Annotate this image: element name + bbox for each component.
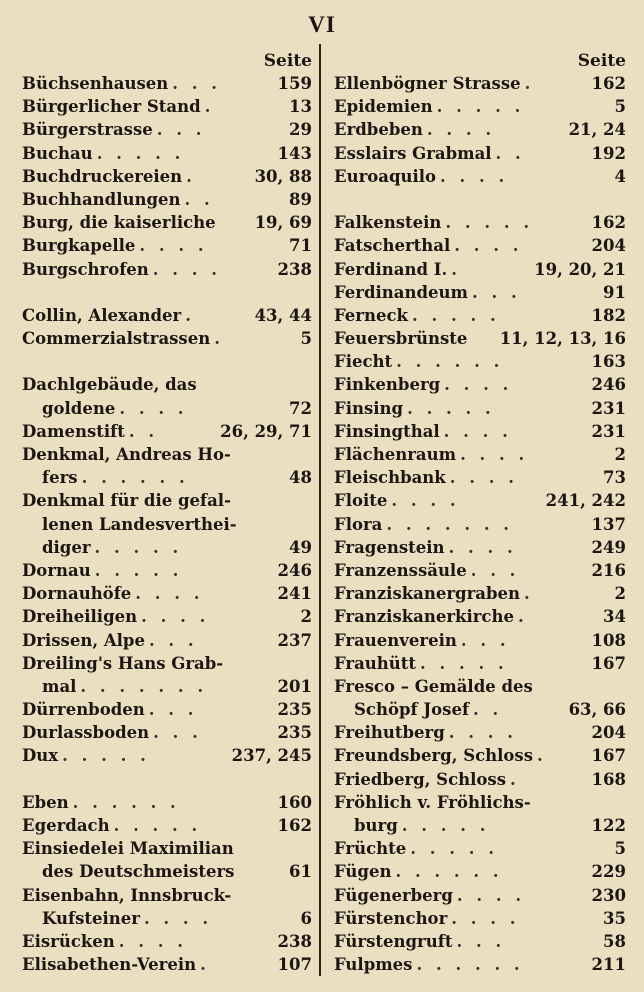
entry-term: Dreiheiligen xyxy=(22,607,138,627)
entry-leader-dots: . xyxy=(510,769,520,789)
index-entry xyxy=(334,258,626,281)
index-entry xyxy=(334,211,626,234)
entry-term: diger xyxy=(42,537,91,557)
entry-term: Floite xyxy=(334,491,388,511)
index-entry-continuation xyxy=(22,860,312,883)
index-entry xyxy=(22,582,312,605)
entry-leader-dots: . . . . xyxy=(449,468,518,488)
index-entry xyxy=(22,884,312,907)
entry-term: Dux xyxy=(22,746,59,766)
entry-page-number: 237 xyxy=(277,630,312,650)
index-entry xyxy=(334,513,626,536)
entry-term: Franziskanerkirche xyxy=(334,607,514,627)
entry-page-number: 241 xyxy=(277,584,312,604)
index-entry xyxy=(334,118,626,141)
entry-term: Denkmal für die gefal- xyxy=(22,491,231,511)
entry-leader-dots: . . . . . xyxy=(113,816,202,835)
index-entry xyxy=(22,930,312,953)
index-entry-continuation xyxy=(334,698,626,721)
index-entry xyxy=(334,884,626,907)
entry-term: goldene xyxy=(42,398,116,418)
entry-term: Fatscherthal xyxy=(334,236,451,256)
entry-term: Finsingthal xyxy=(334,421,440,441)
index-entry xyxy=(22,142,312,165)
entry-term: Euroaquilo xyxy=(334,166,437,186)
entry-term: mal xyxy=(42,676,77,696)
entry-term: Fiecht xyxy=(334,352,393,372)
entry-term: Bürgerstrasse xyxy=(22,120,153,140)
entry-term: Feuersbrünste xyxy=(334,329,468,349)
entry-page-number: 29 xyxy=(289,120,312,140)
entry-term: Epidemien xyxy=(334,97,433,117)
index-entry xyxy=(334,373,626,396)
index-entry xyxy=(22,95,312,118)
index-entries xyxy=(334,72,626,976)
entry-page-number: 246 xyxy=(591,375,626,395)
entry-term: Esslairs Grabmal xyxy=(334,143,492,163)
entry-term: Fulpmes xyxy=(334,955,413,975)
index-entry xyxy=(22,118,312,141)
entry-page-number: 249 xyxy=(591,537,626,557)
entry-term: Eisrücken xyxy=(22,931,115,951)
entry-page-number: 143 xyxy=(277,143,312,163)
entry-page-number: 107 xyxy=(277,955,312,975)
index-entry-continuation xyxy=(22,466,312,489)
entry-page-number: 235 xyxy=(277,700,312,720)
entry-leader-dots: . . . . . xyxy=(62,746,150,766)
page-number: VI xyxy=(308,12,336,37)
entry-leader-dots: . . . . . . xyxy=(396,352,504,372)
entry-term: Frauhütt xyxy=(334,653,417,673)
entry-term: Commerzialstrassen xyxy=(22,329,211,349)
index-entry xyxy=(334,721,626,744)
entry-term: Buchdruckereien xyxy=(22,166,183,186)
section-gap xyxy=(22,350,312,373)
entry-page-number: 5 xyxy=(614,97,626,117)
entry-term: Frauenverein xyxy=(334,630,457,650)
entry-term: Damenstift xyxy=(22,421,125,441)
index-entry xyxy=(22,188,312,211)
entry-leader-dots: . . xyxy=(473,700,503,720)
entry-leader-dots: . . . . xyxy=(152,259,222,279)
entry-page-number: 229 xyxy=(591,862,626,882)
entry-term: Ferdinandeum xyxy=(334,282,468,302)
entry-term: Früchte xyxy=(334,839,407,859)
entry-page-number: 4 xyxy=(614,166,626,186)
index-entry xyxy=(334,837,626,860)
entry-page-number: 26, 29, 71 xyxy=(220,421,312,441)
entry-leader-dots: . . xyxy=(128,421,159,441)
entry-page-number: 159 xyxy=(277,74,312,93)
entry-page-number: 238 xyxy=(277,259,312,279)
index-entry-continuation xyxy=(22,675,312,698)
entry-leader-dots: . . . . xyxy=(448,537,517,557)
index-entry xyxy=(22,698,312,721)
index-column-right xyxy=(334,50,626,976)
index-entry xyxy=(334,165,626,188)
entry-page-number: 231 xyxy=(591,398,626,418)
index-entry xyxy=(334,350,626,373)
index-entry xyxy=(22,605,312,628)
entry-term: Ellenbögner Strasse xyxy=(334,74,521,93)
index-entry xyxy=(334,930,626,953)
index-entry xyxy=(334,466,626,489)
entry-page-number: 5 xyxy=(300,329,312,349)
entry-term: Flora xyxy=(334,514,383,534)
column-divider xyxy=(319,44,321,976)
index-entry xyxy=(22,489,312,512)
entry-page-number: 35 xyxy=(603,908,626,928)
entry-leader-dots: . . . . xyxy=(460,445,529,464)
entry-page-number: 43, 44 xyxy=(254,305,312,325)
entry-term: Dachlgebäude, das xyxy=(22,375,197,395)
entry-leader-dots: . . . . xyxy=(443,421,512,441)
entry-page-number: 122 xyxy=(591,816,626,835)
entry-term: Burgschrofen xyxy=(22,259,149,279)
entry-page-number: 73 xyxy=(603,468,626,488)
entry-page-number: 160 xyxy=(277,792,312,812)
entry-page-number: 192 xyxy=(591,143,626,163)
entry-page-number: 167 xyxy=(591,653,626,673)
entry-term: Finkenberg xyxy=(334,375,441,395)
index-entry-continuation xyxy=(22,397,312,420)
entry-page-number: 2 xyxy=(300,607,312,627)
entry-leader-dots: . . . . xyxy=(454,236,523,256)
index-entry xyxy=(22,721,312,744)
index-entry xyxy=(334,582,626,605)
entry-page-number: 201 xyxy=(277,676,312,696)
index-entry xyxy=(22,837,312,860)
index-entry xyxy=(334,791,626,814)
entry-leader-dots: . . . . xyxy=(118,931,188,951)
entry-leader-dots: . . xyxy=(495,143,525,163)
entry-leader-dots: . . . . xyxy=(139,236,208,256)
entry-page-number: 2 xyxy=(614,445,626,464)
entry-page-number: 204 xyxy=(591,236,626,256)
index-entry xyxy=(22,443,312,466)
entry-leader-dots: . . . xyxy=(148,630,198,650)
entry-leader-dots: . . . . xyxy=(391,491,460,511)
entry-leader-dots: . . . xyxy=(456,931,506,951)
section-gap xyxy=(22,768,312,791)
entry-term: Durlassboden xyxy=(22,723,150,743)
entry-leader-dots: . . . . . xyxy=(401,816,490,835)
index-entry xyxy=(334,72,626,95)
index-entry xyxy=(22,258,312,281)
entry-page-number: 30, 88 xyxy=(254,166,312,186)
entry-term: Fröhlich v. Fröhlichs- xyxy=(334,792,531,812)
index-entry xyxy=(334,142,626,165)
entry-page-number: 19, 20, 21 xyxy=(534,259,626,279)
entry-page-number: 163 xyxy=(591,352,626,372)
index-entry xyxy=(334,234,626,257)
index-entry xyxy=(334,489,626,512)
entry-page-number: 231 xyxy=(591,421,626,441)
entry-leader-dots: . . . . . xyxy=(411,305,500,325)
index-entry xyxy=(334,95,626,118)
index-entry xyxy=(334,953,626,976)
index-entry xyxy=(22,744,312,767)
entry-leader-dots: . xyxy=(451,259,461,279)
entry-page-number: 71 xyxy=(289,236,312,256)
index-entry xyxy=(334,629,626,652)
entry-page-number: 108 xyxy=(591,630,626,650)
entry-term: Eisenbahn, Innsbruck- xyxy=(22,885,232,905)
index-entry xyxy=(334,605,626,628)
entry-leader-dots: . . . . xyxy=(119,398,188,418)
entry-term: Buchhandlungen xyxy=(22,189,181,209)
entry-page-number: 211 xyxy=(591,955,626,975)
index-entry xyxy=(334,281,626,304)
entry-page-number: 34 xyxy=(603,607,626,627)
entry-page-number: 63, 66 xyxy=(568,700,626,720)
entry-leader-dots: . . . . . . . xyxy=(386,514,514,534)
entry-page-number: 58 xyxy=(603,931,626,951)
entry-page-number: 13 xyxy=(289,97,312,117)
index-entry-continuation xyxy=(334,814,626,837)
entry-page-number: 48 xyxy=(289,468,312,488)
entry-page-number: 238 xyxy=(277,931,312,951)
entry-leader-dots: . . . xyxy=(470,560,520,580)
entry-term: Fürstenchor xyxy=(334,908,448,928)
entry-leader-dots: . . . . . . xyxy=(81,468,189,488)
index-entry xyxy=(334,397,626,420)
entry-leader-dots: . . . xyxy=(460,630,510,650)
index-entry xyxy=(22,791,312,814)
index-entry-continuation xyxy=(22,907,312,930)
index-entry-continuation xyxy=(22,513,312,536)
entry-term: Finsing xyxy=(334,398,404,418)
entry-term: Kufsteiner xyxy=(42,908,140,928)
entry-page-number: 246 xyxy=(277,560,312,580)
section-gap xyxy=(22,281,312,304)
entry-page-number: 235 xyxy=(277,723,312,743)
entry-leader-dots: . . . xyxy=(148,700,198,720)
entry-leader-dots: . . . . xyxy=(456,885,526,905)
index-entry xyxy=(22,234,312,257)
entry-leader-dots: . . . xyxy=(153,723,202,743)
entry-term: Eben xyxy=(22,792,69,812)
entry-page-number: 168 xyxy=(591,769,626,789)
entry-term: Fürstengruft xyxy=(334,931,453,951)
entry-term: Flächenraum xyxy=(334,445,457,464)
entry-page-number: 162 xyxy=(277,816,312,835)
entry-leader-dots: . xyxy=(204,97,215,117)
entry-page-number: 182 xyxy=(591,305,626,325)
entry-leader-dots: . . . . xyxy=(440,166,509,186)
entry-term: Franzenssäule xyxy=(334,560,467,580)
index-entry xyxy=(334,675,626,698)
entry-leader-dots: . . . . xyxy=(451,908,520,928)
entry-term: Büchsenhausen xyxy=(22,74,169,93)
index-entry xyxy=(22,559,312,582)
entry-page-number: 230 xyxy=(591,885,626,905)
index-entry xyxy=(334,536,626,559)
entry-leader-dots: . . . . . . xyxy=(395,862,503,882)
entry-term: Fragenstein xyxy=(334,537,445,557)
entry-page-number: 162 xyxy=(591,213,626,233)
entry-term: Dreiling's Hans Grab- xyxy=(22,653,224,673)
entry-leader-dots: . . . . xyxy=(135,584,204,604)
index-entry xyxy=(22,373,312,396)
entry-page-number: 162 xyxy=(591,74,626,93)
entry-page-number: 241, 242 xyxy=(545,491,626,511)
entry-page-number: 204 xyxy=(591,723,626,743)
entry-page-number: 89 xyxy=(289,189,312,209)
entry-leader-dots: . . . . xyxy=(141,607,210,627)
entry-leader-dots: . . . . . xyxy=(96,143,185,163)
column-header-seite: Seite xyxy=(263,51,312,71)
entry-term: Fügenerberg xyxy=(334,885,453,905)
entry-leader-dots: . . . xyxy=(156,120,206,140)
entry-page-number: 72 xyxy=(289,398,312,418)
index-entry xyxy=(334,304,626,327)
index-entry xyxy=(22,420,312,443)
entry-leader-dots: . xyxy=(200,955,210,975)
entry-term: Friedberg, Schloss xyxy=(334,769,506,789)
index-entry xyxy=(22,165,312,188)
index-entry xyxy=(334,860,626,883)
entry-leader-dots: . xyxy=(186,166,196,186)
entry-leader-dots: . . . . xyxy=(444,375,513,395)
entry-page-number: 91 xyxy=(603,282,626,302)
entry-leader-dots: . . . . xyxy=(143,908,213,928)
entry-page-number: 137 xyxy=(591,514,626,534)
entry-term: Egerdach xyxy=(22,816,110,835)
entry-term: Ferneck xyxy=(334,305,408,325)
index-column-left xyxy=(22,50,312,976)
entry-page-number: 6 xyxy=(300,908,312,928)
entry-leader-dots: . . . xyxy=(172,74,221,93)
index-entry xyxy=(22,953,312,976)
index-entry xyxy=(22,652,312,675)
section-gap xyxy=(334,188,626,211)
entry-term: Franziskanergraben xyxy=(334,584,520,604)
index-entry xyxy=(334,420,626,443)
entry-page-number: 21, 24 xyxy=(568,120,626,140)
entry-leader-dots: . xyxy=(185,305,195,325)
entry-term: Burg, die kaiserliche xyxy=(22,213,216,233)
entry-term: Freihutberg xyxy=(334,723,445,743)
entry-term: burg xyxy=(354,816,398,835)
entry-leader-dots: . . . . . xyxy=(407,398,495,418)
entry-page-number: 167 xyxy=(591,746,626,766)
entry-leader-dots: . . . . . xyxy=(410,839,498,859)
entry-term: Schöpf Josef xyxy=(354,700,470,720)
entry-term: Einsiedelei Maximilian xyxy=(22,839,234,859)
entry-page-number: 2 xyxy=(614,584,626,604)
index-entry xyxy=(22,814,312,837)
entry-leader-dots: . xyxy=(537,746,547,766)
entry-term: Erdbeben xyxy=(334,120,423,140)
entry-term: Denkmal, Andreas Ho- xyxy=(22,445,231,464)
entry-term: Fresco – Gemälde des xyxy=(334,676,533,696)
entry-term: lenen Landesverthei- xyxy=(42,514,237,534)
entry-page-number: 61 xyxy=(289,862,312,882)
entry-page-number: 237, 245 xyxy=(231,746,312,766)
entry-page-number: 11, 12, 13, 16 xyxy=(499,329,626,349)
entry-page-number: 19, 69 xyxy=(254,213,312,233)
index-entry xyxy=(22,304,312,327)
entry-leader-dots: . . . . . . xyxy=(72,792,180,812)
entry-term: fers xyxy=(42,468,78,488)
index-entry xyxy=(334,327,626,350)
entry-term: Fleischbank xyxy=(334,468,446,488)
entry-page-number: 216 xyxy=(591,560,626,580)
entry-term: Bürgerlicher Stand xyxy=(22,97,201,117)
entry-term: Dornau xyxy=(22,560,91,580)
entry-page-number: 5 xyxy=(614,839,626,859)
entry-term: Elisabethen-Verein xyxy=(22,955,197,975)
entry-leader-dots: . . xyxy=(184,189,214,209)
index-entry xyxy=(334,559,626,582)
index-entry xyxy=(334,443,626,466)
entry-leader-dots: . . . . . . xyxy=(416,955,524,975)
entry-leader-dots: . xyxy=(524,584,534,604)
entry-term: Buchau xyxy=(22,143,93,163)
column-header-seite: Seite xyxy=(577,51,626,71)
entry-page-number: 49 xyxy=(289,537,312,557)
entry-term: Freundsberg, Schloss xyxy=(334,746,533,766)
entry-leader-dots: . . . . xyxy=(426,120,496,140)
entry-leader-dots: . . . . . xyxy=(94,537,183,557)
entry-term: Falkenstein xyxy=(334,213,442,233)
index-entry xyxy=(22,72,312,95)
index-entry xyxy=(334,907,626,930)
entry-leader-dots: . xyxy=(524,74,535,93)
index-entry xyxy=(334,652,626,675)
entry-leader-dots: . xyxy=(214,329,224,349)
entry-term: Ferdinand I. xyxy=(334,259,448,279)
entry-leader-dots: . . . xyxy=(471,282,521,302)
entry-leader-dots: . . . . . xyxy=(420,653,508,673)
entry-leader-dots: . . . . . xyxy=(436,97,525,117)
index-entries xyxy=(22,72,312,976)
entry-term: Drissen, Alpe xyxy=(22,630,145,650)
entry-term: Dürrenboden xyxy=(22,700,145,720)
index-entry xyxy=(334,744,626,767)
index-entry xyxy=(22,211,312,234)
entry-term: Dornauhöfe xyxy=(22,584,132,604)
entry-term: Burgkapelle xyxy=(22,236,136,256)
entry-leader-dots: . . . . . xyxy=(445,213,534,233)
entry-leader-dots: . . . . xyxy=(448,723,517,743)
entry-leader-dots: . . . . . xyxy=(94,560,183,580)
entry-leader-dots: . xyxy=(517,607,528,627)
entry-term: des Deutschmeisters xyxy=(42,862,235,882)
entry-term: Collin, Alexander xyxy=(22,305,182,325)
entry-term: Fügen xyxy=(334,862,392,882)
index-entry xyxy=(22,327,312,350)
index-entry xyxy=(22,629,312,652)
entry-leader-dots: . . . . . . . xyxy=(80,676,208,696)
index-entry-continuation xyxy=(22,536,312,559)
index-entry xyxy=(334,768,626,791)
